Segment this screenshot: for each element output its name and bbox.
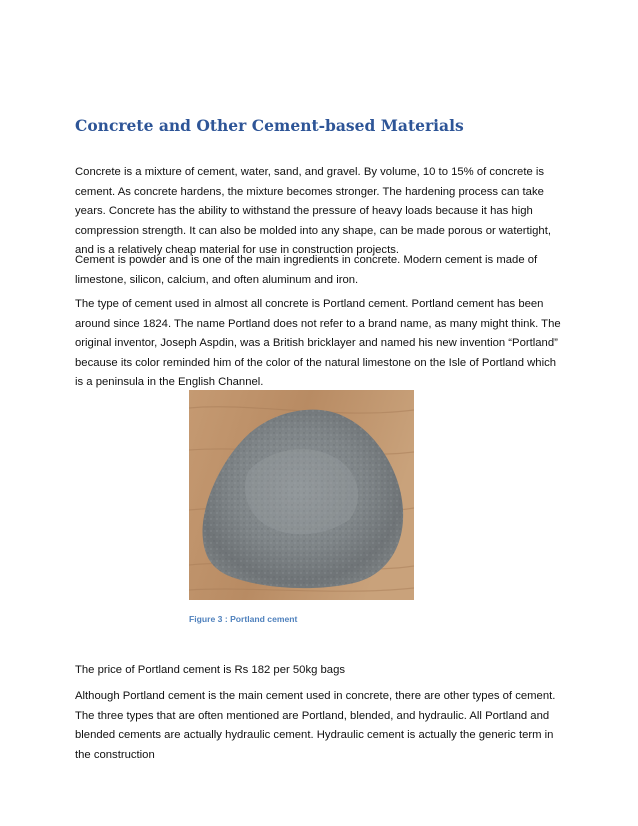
document-heading: Concrete and Other Cement-based Materials (75, 116, 464, 135)
paragraph-concrete-intro: Concrete is a mixture of cement, water, sand, and gravel. By volume, 10 to 15% of concrete is cement. As concrete hardens, the mixture becomes stronger. The hardening process can take years. Concrete has the ability to withstand the pressure of heavy loads because it has high compression strength. It can also be molded into any shape, can be made porous or watertight, and is a relatively cheap material for use in construction projects. (75, 166, 551, 257)
figure-caption: Figure 3 : Portland cement (189, 614, 298, 624)
paragraph-cement-definition: Cement is powder and is one of the main ingredients in concrete. Modern cement is made of limestone, silicon, calcium, and often aluminum and iron. (75, 254, 538, 286)
portland-cement-photo (189, 390, 414, 600)
paragraph-portland-history: The type of cement used in almost all concrete is Portland cement. Portland cement has been around since 1824. The name Portland does not refer to a brand name, as many might think. The original inventor, Joseph Aspdin, was a British bricklayer and named his new invention “Portland” because its color reminded him of the color of the natural limestone on the Isle of Portland which is a peninsula in the English Channel. (75, 298, 561, 389)
paragraph-cement-types: Although Portland cement is the main cement used in concrete, there are other types of cement. The three types that are often mentioned are Portland, blended, and hydraulic. All Portland and blended cements are actually hydraulic cement. Hydraulic cement is actually the generic term in the construction (75, 690, 556, 761)
paragraph-price: The price of Portland cement is Rs 182 per 50kg bags (75, 664, 346, 676)
